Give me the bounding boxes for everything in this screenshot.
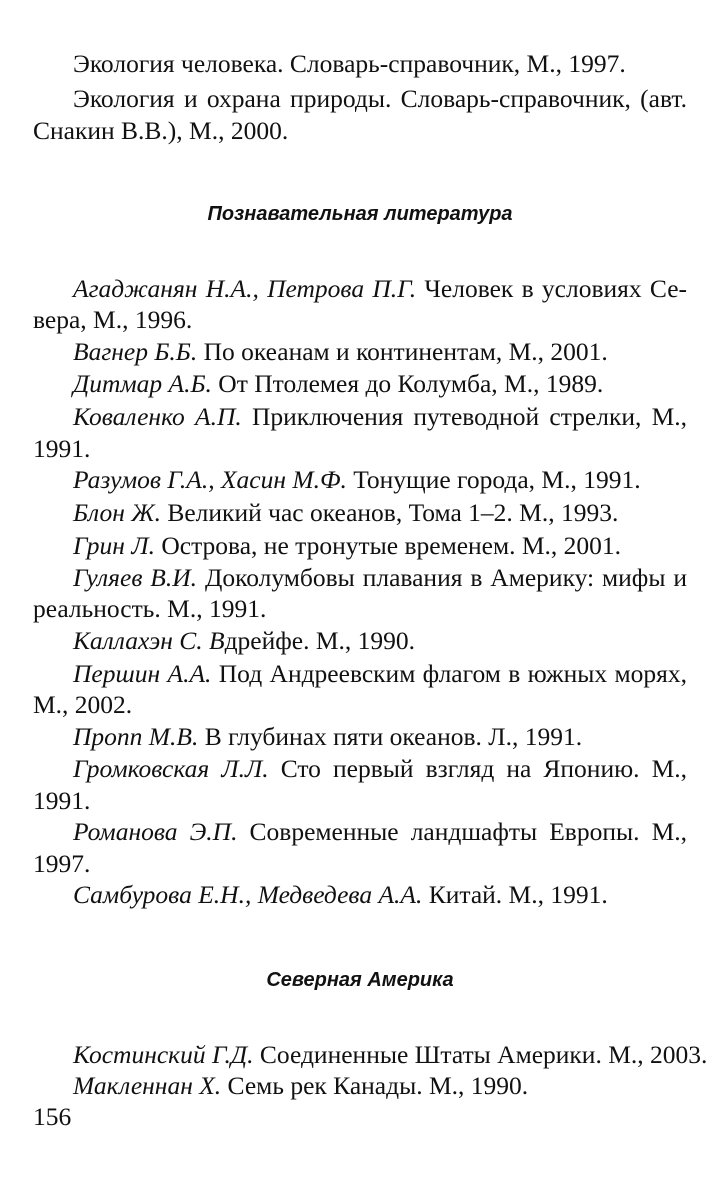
entry-line <box>73 1040 707 1070</box>
entry-text: Современные ландшафты Европы. М., <box>249 817 687 846</box>
entry-text: дрейфе. М., 1990. <box>224 626 416 655</box>
entry-line <box>73 626 415 656</box>
entry-text: Острова, не тронутые временем. М., 2001. <box>161 531 622 560</box>
entry-line <box>73 531 621 561</box>
entry-text: В глубинах пяти океанов. Л., 1991. <box>204 722 583 751</box>
entry-text: Соединенные Штаты Америки. М., 2003. <box>259 1040 708 1069</box>
entry-author: Самбурова Е.Н., Медведева А.А. <box>73 880 423 909</box>
entry-line <box>73 369 603 399</box>
entry-author: Коваленко А.П. <box>73 402 242 431</box>
entry-line <box>73 817 687 847</box>
entry-text: Экология человека. Словарь-справочник, М., 1997. <box>73 49 626 78</box>
entry-line <box>73 563 687 593</box>
section-heading: Северная Америка <box>266 969 454 991</box>
entry-text-continued: вера, М., 1996. <box>33 305 193 334</box>
entry-author: Блон Ж. <box>73 498 161 527</box>
entry-author: Разумов Г.А., Хасин М.Ф. <box>73 465 347 494</box>
entry-author: Каллахэн С. В <box>73 626 225 655</box>
entry-line <box>73 274 687 304</box>
section-heading: Познавательная литература <box>207 203 513 225</box>
entry-text: Сто первый взгляд на Японию. М., <box>280 754 688 783</box>
entry-line <box>73 659 687 689</box>
entry-text: Экология и охрана природы. Словарь-справочник, (авт. <box>73 84 687 113</box>
entry-text-continued: Снакин В.В.), М., 2000. <box>33 116 289 145</box>
entry-author: Макленнан Х. <box>73 1071 222 1100</box>
entry-line <box>73 880 608 910</box>
entry-author: Грин Л. <box>73 531 155 560</box>
entry-text: От Птолемея до Колумба, М., 1989. <box>218 369 604 398</box>
entry-text: Семь рек Канады. М., 1990. <box>227 1071 529 1100</box>
entry-author: Костинский Г.Д. <box>73 1040 254 1069</box>
entry-author: Гуляев В.И. <box>73 563 198 592</box>
entry-text: Доколумбовы плавания в Америку: мифы и <box>204 563 688 592</box>
entry-line <box>73 722 582 752</box>
entry-line <box>73 754 687 784</box>
entry-text-continued: М., 2002. <box>33 690 133 719</box>
entry-author: Дитмар А.Б. <box>73 369 212 398</box>
entry-line <box>73 402 687 432</box>
entry-text-continued: 1991. <box>33 434 91 463</box>
entry-line <box>73 465 641 495</box>
entry-text: Приключения путеводной стрелки, М., <box>252 402 688 431</box>
entry-text: Тонущие города, М., 1991. <box>353 465 641 494</box>
entry-text: Под Андреевским флагом в южных морях, <box>218 659 687 688</box>
entry-text: Китай. М., 1991. <box>428 880 608 909</box>
page-number: 156 <box>33 1102 72 1131</box>
entry-author: Романова Э.П. <box>73 817 238 846</box>
entry-author: Громковская Л.Л. <box>73 754 269 783</box>
entry-line <box>73 337 608 367</box>
entry-text: Человек в условиях Се- <box>424 274 687 303</box>
entry-author: Першин А.А. <box>73 659 212 688</box>
entry-text: Великий час океанов, Тома 1–2. М., 1993. <box>167 498 619 527</box>
entry-text-continued: 1997. <box>33 849 91 878</box>
entry-author: Вагнер Б.Б. <box>73 337 198 366</box>
entry-text-continued: реальность. М., 1991. <box>33 594 267 623</box>
entry-line <box>73 498 618 528</box>
entry-line <box>73 1071 528 1101</box>
entry-author: Пропп М.В. <box>73 722 199 751</box>
entry-text-continued: 1991. <box>33 786 91 815</box>
entry-author: Агаджанян Н.А., Петрова П.Г. <box>73 274 417 303</box>
entry-text: По океанам и континентам, М., 2001. <box>203 337 608 366</box>
